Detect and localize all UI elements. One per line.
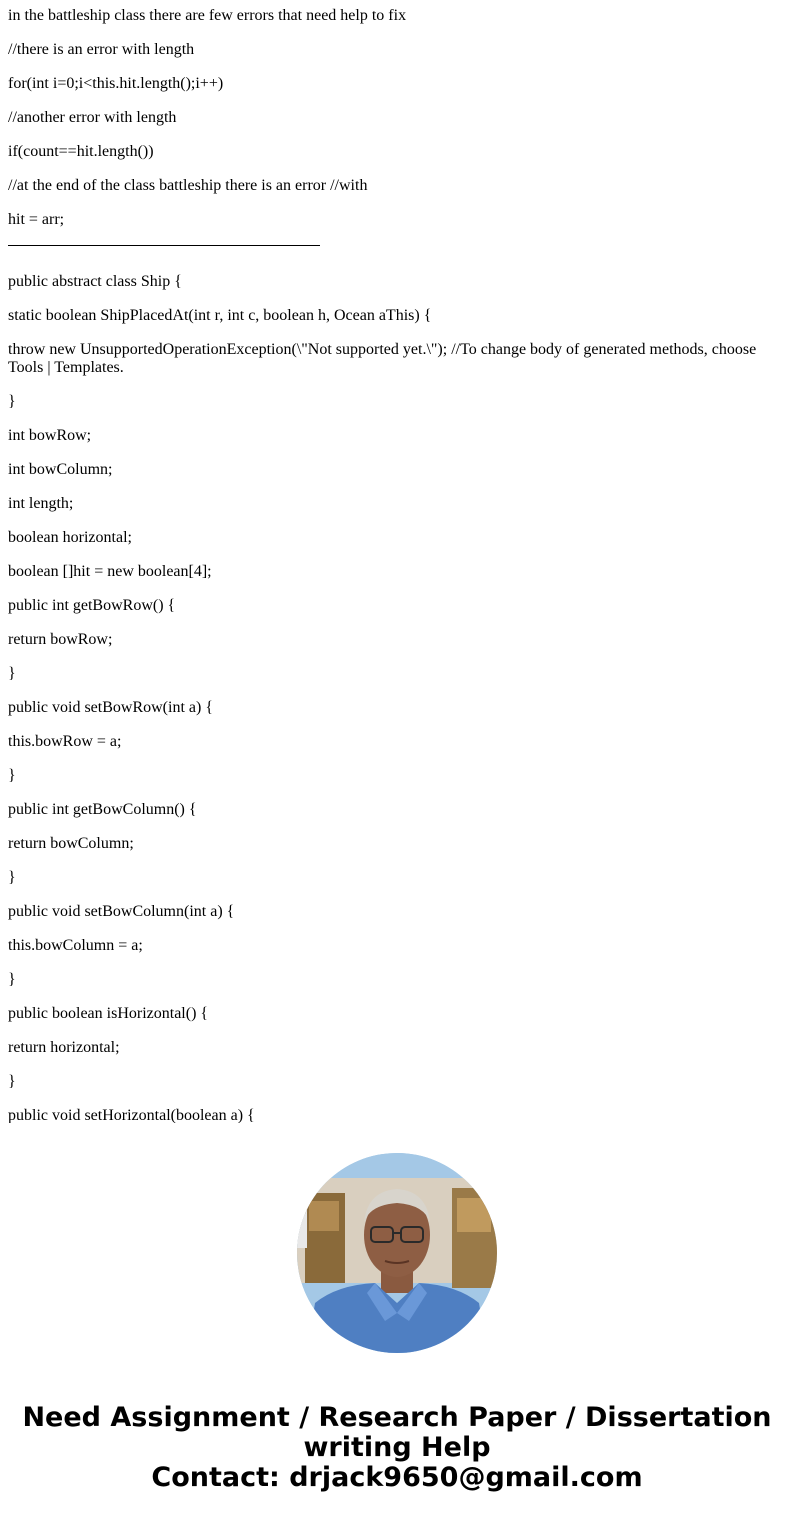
- code-line: this.bowRow = a;: [8, 733, 122, 750]
- code-line: }: [8, 971, 16, 988]
- code-line: int length;: [8, 495, 74, 512]
- code-line: throw new UnsupportedOperationException(\"Not supported yet.\"); //To change body of generated methods, choose Tools | Templates.: [8, 341, 757, 376]
- code-line: int bowColumn;: [8, 461, 113, 478]
- code-line: }: [8, 1073, 16, 1090]
- code-line: //another error with length: [8, 109, 177, 126]
- contact-footer: [0, 1403, 794, 1493]
- code-line: }: [8, 665, 16, 682]
- code-line: public boolean isHorizontal() {: [8, 1005, 209, 1022]
- footer-line: Need Assignment / Research Paper / Dissertation: [22, 1402, 772, 1433]
- code-line: public void setBowRow(int a) {: [8, 699, 213, 716]
- code-line: return bowColumn;: [8, 835, 134, 852]
- code-line: static boolean ShipPlacedAt(int r, int c, boolean h, Ocean aThis) {: [8, 307, 432, 324]
- code-line: public void setHorizontal(boolean a) {: [8, 1107, 255, 1123]
- code-line: public abstract class Ship {: [8, 273, 182, 290]
- code-line: this.bowColumn = a;: [8, 937, 143, 954]
- profile-photo: [297, 1153, 497, 1353]
- code-line: int bowRow;: [8, 427, 92, 444]
- code-line: //at the end of the class battleship there is an error //with: [8, 177, 368, 194]
- contact-email: Contact: drjack9650@gmail.com: [151, 1462, 643, 1493]
- question-content: [8, 0, 786, 1123]
- separator-rule: [8, 245, 320, 246]
- code-line: public void setBowColumn(int a) {: [8, 903, 235, 920]
- code-line: for(int i=0;i<this.hit.length();i++): [8, 75, 224, 92]
- code-line: }: [8, 767, 16, 784]
- footer-line: writing Help: [303, 1432, 491, 1463]
- person-photo-icon: [297, 1153, 497, 1353]
- question-intro: in the battleship class there are few errors that need help to fix: [8, 7, 407, 24]
- code-line: }: [8, 393, 16, 410]
- code-line: return bowRow;: [8, 631, 113, 648]
- code-line: boolean horizontal;: [8, 529, 132, 546]
- code-line: return horizontal;: [8, 1039, 120, 1056]
- code-line: }: [8, 869, 16, 886]
- code-line: hit = arr;: [8, 211, 65, 228]
- code-line: boolean []hit = new boolean[4];: [8, 563, 212, 580]
- code-line: if(count==hit.length()): [8, 143, 154, 160]
- code-line: public int getBowRow() {: [8, 597, 176, 614]
- code-line: public int getBowColumn() {: [8, 801, 197, 818]
- code-line: //there is an error with length: [8, 41, 195, 58]
